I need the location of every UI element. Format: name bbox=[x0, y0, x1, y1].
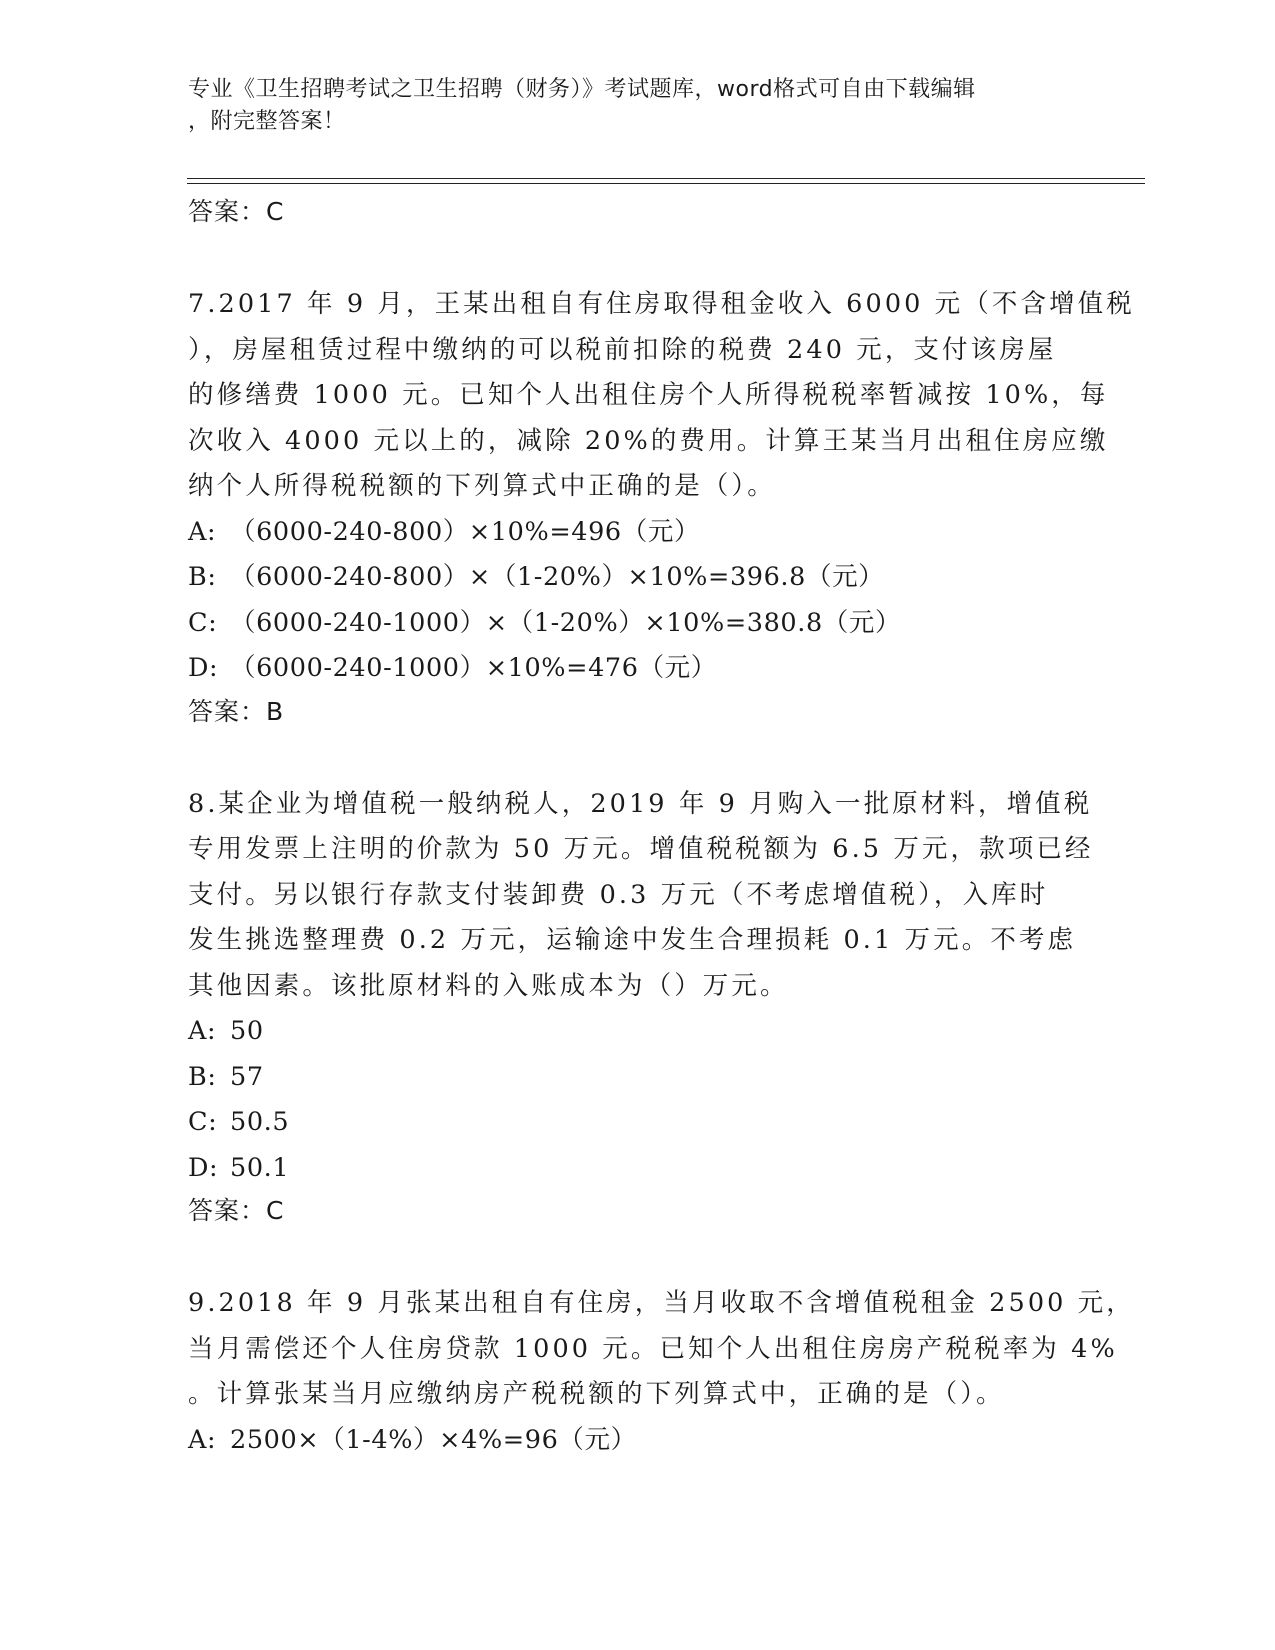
question-8-answer: 答案：C bbox=[188, 1196, 285, 1225]
question-8-option-d: D: 50.1 bbox=[188, 1152, 290, 1183]
question-9 bbox=[188, 1281, 1135, 1463]
document-body bbox=[188, 192, 1135, 1463]
header-rule-bottom bbox=[187, 183, 1145, 184]
question-8 bbox=[188, 782, 1094, 1232]
question-9-option-a: A: 2500×（1-4%）×4%=96（元） bbox=[188, 1424, 637, 1455]
answer-previous: 答案：C bbox=[188, 197, 285, 226]
page-header bbox=[188, 74, 1088, 138]
question-7 bbox=[188, 282, 1135, 732]
question-8-option-c: C: 50.5 bbox=[188, 1107, 290, 1137]
header-line-2: ，附完整答案！ bbox=[188, 109, 346, 134]
header-rule-top bbox=[187, 178, 1145, 179]
question-8-option-a: A: 50 bbox=[188, 1016, 264, 1046]
question-7-option-c: C: （6000-240-1000）×（1-20%）×10%=380.8（元） bbox=[188, 607, 902, 638]
question-9-text: 9.2018 年 9 月张某出租自有住房，当月收取不含增值税租金 2500 元， 当月需偿还个人住房贷款 1000 元。已知个人出租住房房产税税率为 4% 。计算张某当月应缴纳房产税税额的下列算式中，正确的是（）。 bbox=[188, 1288, 1135, 1409]
question-8-text: 8.某企业为增值税一般纳税人，2019 年 9 月购入一批原材料，增值税 专用发票上注明的价款为 50 万元。增值税税额为 6.5 万元，款项已经 支付。另以银行存款支付装卸费 0.3 万元（不考虑增值税），入库时 发生挑选整理费 0.2 万元，运输途中发生合理损耗 0.1 万元。不考虑 其他因素。该批原材料的入账成本为（）万元。 bbox=[188, 788, 1094, 1001]
question-7-text: 7.2017 年 9 月，王某出租自有住房取得租金收入 6000 元（不含增值税 ），房屋租赁过程中缴纳的可以税前扣除的税费 240 元，支付该房屋 的修缮费 1000 元。已知个人出租住房个人所得税税率暂减按 10%，每 次收入 4000 元以上的，减除 20%的费用。计算王某当月出租住房应缴 纳个人所得税税额的下列算式中正确的是（）。 bbox=[188, 289, 1135, 501]
question-7-answer: 答案：B bbox=[188, 696, 285, 726]
header-line-1: 专业《卫生招聘考试之卫生招聘（财务）》考试题库，word格式可自由下载编辑 bbox=[188, 77, 976, 102]
question-7-option-d: D: （6000-240-1000）×10%=476（元） bbox=[188, 653, 717, 683]
question-8-option-b: B: 57 bbox=[188, 1061, 264, 1092]
question-7-option-b: B: （6000-240-800）×（1-20%）×10%=396.8（元） bbox=[188, 562, 885, 592]
question-7-option-a: A: （6000-240-800）×10%=496（元） bbox=[188, 516, 701, 547]
